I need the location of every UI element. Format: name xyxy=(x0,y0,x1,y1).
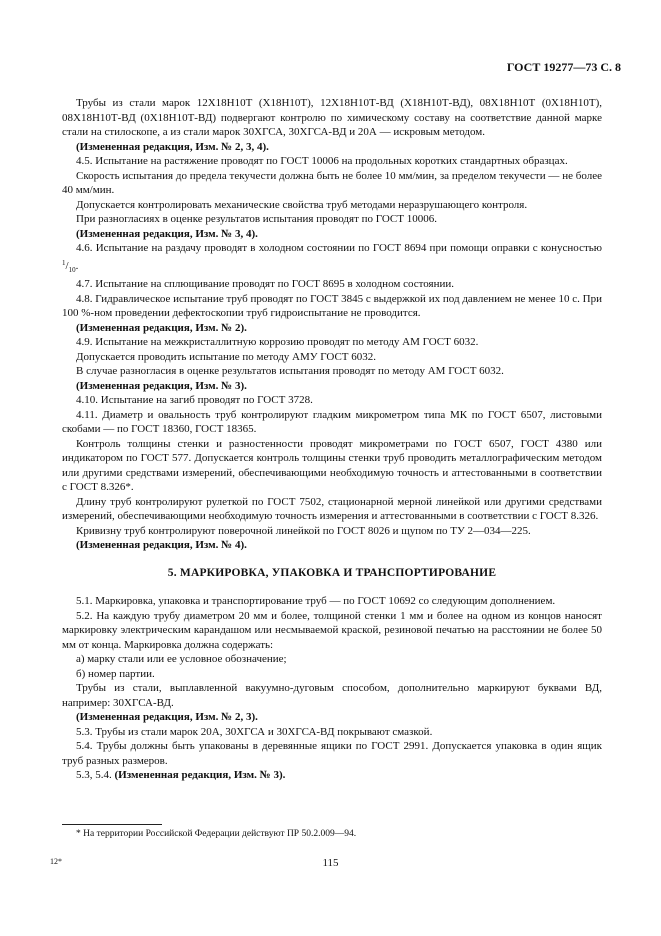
footnote: * На территории Российской Федерации действуют ПР 50.2.009—94. xyxy=(76,829,357,839)
amendment-note: (Измененная редакция, Изм. № 2, 3, 4). xyxy=(76,140,269,153)
sheet-mark: 12* xyxy=(50,857,62,866)
list-item: а) марку стали или ее условное обозначение; xyxy=(76,653,287,665)
paragraph: Допускается контролировать механические свойства труб методами неразрушающего контроля. xyxy=(76,198,528,211)
paragraph: 4.5. Испытание на растяжение проводят по ГОСТ 10006 на продольных коротких стандартных образцах. xyxy=(76,155,568,167)
list-item: б) номер партии. xyxy=(76,667,155,680)
taper-denominator: 10 xyxy=(68,265,76,274)
paragraph: Контроль толщины стенки и разностенности проводят микрометрами по ГОСТ 6507, ГОСТ 4380 или индикатором по ГОСТ 577. Допускается контроль толщины стенки труб проводить металлографическим методом или другими средствами измерений, обеспечивающими необходимую точность и аттестованными в соответствии с ГОСТ 8.326*. xyxy=(62,437,602,493)
amendment-note: (Измененная редакция, Изм. № 2, 3). xyxy=(76,711,258,723)
paragraph: Допускается проводить испытание по методу АМУ ГОСТ 6032. xyxy=(76,350,377,363)
paragraph-last xyxy=(62,768,602,783)
taper-end: . xyxy=(75,259,79,272)
paragraph: 4.10. Испытание на загиб проводят по ГОСТ 3728. xyxy=(76,394,313,406)
last-prefix: 5.3, 5.4. xyxy=(76,769,115,781)
paragraph: 5.1. Маркировка, упаковка и транспортирование труб — по ГОСТ 10692 со следующим дополнением. xyxy=(76,595,556,607)
taper-text: 4.6. Испытание на раздачу проводят в холодном состоянии по ГОСТ 8694 при помощи оправки с конусностью xyxy=(76,242,602,254)
paragraph-taper xyxy=(62,241,602,277)
paragraph: Длину труб контролируют рулеткой по ГОСТ 7502, стационарной мерной линейкой или другими средствами измерений, обеспечивающими необходимую точность измерения и аттестованными в соответствии с ГОСТ 8.326. xyxy=(62,495,602,522)
paragraph: Скорость испытания до предела текучести должна быть не более 10 мм/мин, за пределом текучести — не более 40 мм/мин. xyxy=(62,169,602,196)
paragraph: 4.11. Диаметр и овальность труб контролируют гладким микрометром типа МК по ГОСТ 6507, листовыми скобами — по ГОСТ 18360, ГОСТ 18365. xyxy=(62,408,602,435)
paragraph: Трубы из стали, выплавленной вакуумно-дуговым способом, дополнительно маркируют буквами ВД, например: 30ХГСА-ВД. xyxy=(62,682,602,709)
paragraph: 5.2. На каждую трубу диаметром 20 мм и более, толщиной стенки 1 мм и более на одном из концов наносят маркировку электрическим карандашом или несмываемой краской, резиновой печатью на расстоянии не более 50 мм от конца. Маркировка должна содержать: xyxy=(62,609,602,651)
section-title: 5. МАРКИРОВКА, УПАКОВКА И ТРАНСПОРТИРОВАНИЕ xyxy=(167,566,497,579)
amendment-note: (Измененная редакция, Изм. № 3). xyxy=(76,379,247,392)
amendment-note: (Измененная редакция, Изм. № 4). xyxy=(76,539,247,551)
taper-numerator: 1 xyxy=(62,258,66,267)
amendment-note: (Измененная редакция, Изм. № 3, 4). xyxy=(76,227,258,240)
paragraph: 4.8. Гидравлическое испытание труб проводят по ГОСТ 3845 с выдержкой их под давлением не менее 10 с. При 100 %-ном проведении дефектоскопии труб гидроиспытание не проводится. xyxy=(62,292,602,319)
paragraph: В случае разногласия в оценке результатов испытания проводят по методу АМ ГОСТ 6032. xyxy=(76,365,504,377)
paragraph: 5.3. Трубы из стали марок 20А, 30ХГСА и 30ХГСА-ВД покрывают смазкой. xyxy=(76,725,433,738)
amendment-note: (Измененная редакция, Изм. № 2). xyxy=(76,321,247,334)
page-number: 115 xyxy=(322,857,339,869)
paragraph: 4.9. Испытание на межкристаллитную коррозию проводят по методу АМ ГОСТ 6032. xyxy=(76,336,479,348)
paragraph: 5.4. Трубы должны быть упакованы в деревянные ящики по ГОСТ 2991. Допускается упаковка в один ящик труб разных размеров. xyxy=(62,740,602,767)
paragraph: При разногласиях в оценке результатов испытания проводят по ГОСТ 10006. xyxy=(76,213,437,225)
taper-slash: / xyxy=(65,259,69,272)
amendment-note: (Измененная редакция, Изм. № 3). xyxy=(114,769,286,781)
paragraph: 4.7. Испытание на сплющивание проводят по ГОСТ 8695 в холодном состоянии. xyxy=(76,278,455,290)
page-body xyxy=(62,96,602,783)
paragraph: Трубы из стали марок 12Х18Н10Т (Х18Н10Т), 12Х18Н10Т-ВД (Х18Н10Т-ВД), 08Х18Н10Т (0Х18Н10Т), 08Х18Н10Т-ВД (0Х18Н10Т-ВД) подвергают контролю по химическому составу на соответствие данной марке стали на стилоскопе, а из стали марок 30ХГСА, 30ХГСА-ВД и 20А — искровым методом. xyxy=(62,97,602,138)
running-header: ГОСТ 19277—73 С. 8 xyxy=(506,60,621,74)
paragraph: Кривизну труб контролируют поверочной линейкой по ГОСТ 8026 и щупом по ТУ 2—034—225. xyxy=(76,524,531,537)
footnote-divider xyxy=(62,824,162,825)
